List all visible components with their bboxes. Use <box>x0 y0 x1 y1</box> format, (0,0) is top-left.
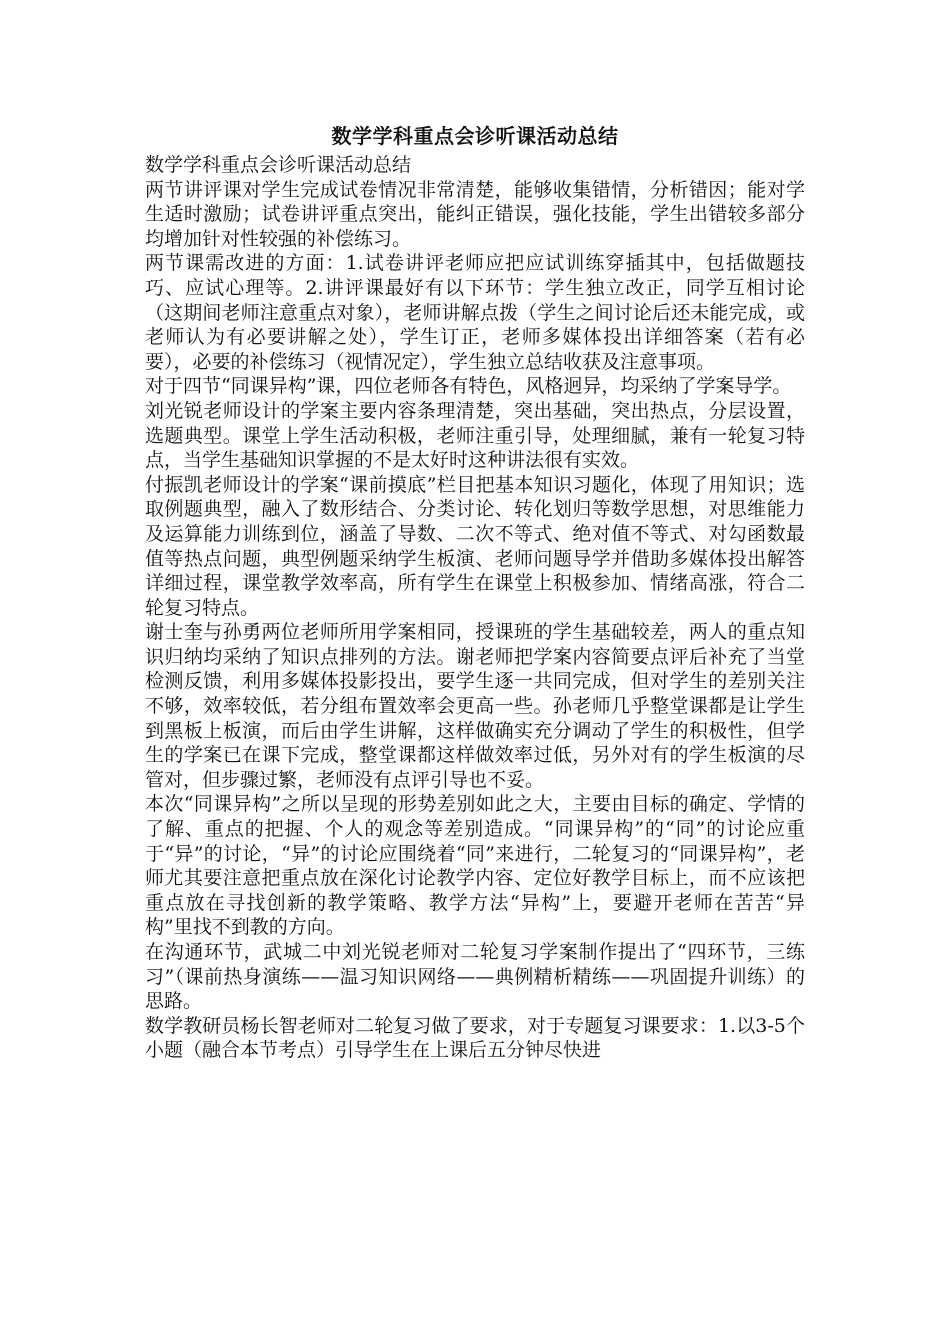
paragraph-subtitle: 数学学科重点会诊听课活动总结 <box>145 154 412 176</box>
paragraph-teacher-fu: 付振凯老师设计的学案“课前摸底”栏目把基本知识习题化，体现了用知识；选取例题典型，融入了数形结合、分类讨论、转化划归等数学思想，对思维能力及运算能力训练到位，涵盖了导数、二次不等式、绝对值不等式、对勾函数最值等热点问题，典型例题采纳学生板演、老师问题导学并借助多媒体投出解答详细过程，课堂教学效率高，所有学生在课堂上积极参加、情绪高涨，符合二轮复习特点。 <box>145 473 805 619</box>
document-title: 数学学科重点会诊听课活动总结 <box>331 124 619 148</box>
paragraph-review-strengths: 两节讲评课对学生完成试卷情况非常清楚，能够收集错情，分析错因；能对学生适时激励；试卷讲评重点突出，能纠正错误，强化技能，学生出错较多部分均增加针对性较强的补偿练习。 <box>145 178 805 250</box>
paragraph-review-improvements: 两节课需改进的方面：1.试卷讲评老师应把应试训练穿插其中，包括做题技巧、应试心理等。2.讲评课最好有以下环节：学生独立改正，同学互相讨论（这期间老师注意重点对象），老师讲解点拨（学生之间讨论后还未能完成，或老师认为有必要讲解之处），学生订正，老师多媒体投出详细答案（若有必要），必要的补偿练习（视情况定），学生独立总结收获及注意事项。 <box>145 252 805 373</box>
paragraph-teacher-liu: 刘光锐老师设计的学案主要内容条理清楚，突出基础，突出热点，分层设置，选题典型。课堂上学生活动积极，老师注重引导，处理细腻，兼有一轮复习特点，当学生基础知识掌握的不是太好时这种讲法很有实效。 <box>145 399 805 472</box>
document-page <box>145 120 805 1063</box>
paragraph-differences: 本次“同课异构”之所以呈现的形势差别如此之大，主要由目标的确定、学情的了解、重点的把握、个人的观念等差别造成。“同课异构”的“同”的讨论应重于“异”的讨论，“异”的讨论应围绕着“同”来进行，二轮复习的“同课异构”，老师尤其要注意把重点放在深化讨论教学内容、定位好教学目标上，而不应该把重点放在寻找创新的教学策略、教学方法“异构”上，要避开老师在苦苦“异构”里找不到教的方向。 <box>145 793 805 939</box>
paragraph-teachers-xie-sun: 谢士奎与孙勇两位老师所用学案相同，授课班的学生基础较差，两人的重点知识归纳均采纳了知识点排列的方法。谢老师把学案内容简要点评后补充了当堂检测反馈，利用多媒体投影投出，要学生逐一共同完成，但对学生的差别关注不够，效率较低，若分组布置效率会更高一些。孙老师几乎整堂课都是让学生到黑板上板演，而后由学生讲解，这样做确实充分调动了学生的积极性，但学生的学案已在课下完成，整堂课都这样做效率过低，另外对有的学生板演的尽管对，但步骤过繁，老师没有点评引导也不妥。 <box>145 621 805 791</box>
paragraph-communication: 在沟通环节，武城二中刘光锐老师对二轮复习学案制作提出了“四环节，三练习”（课前热身演练——温习知识网络——典例精析精练——巩固提升训练）的思路。 <box>145 941 805 1013</box>
paragraph-same-lesson-intro: 对于四节“同课异构”课，四位老师各有特色，风格迥异，均采纳了学案导学。 <box>145 375 792 398</box>
paragraph-requirements: 数学教研员杨长智老师对二轮复习做了要求，对于专题复习课要求：1.以3-5个小题（融合本节考点）引导学生在上课后五分钟尽快进 <box>145 1014 805 1062</box>
